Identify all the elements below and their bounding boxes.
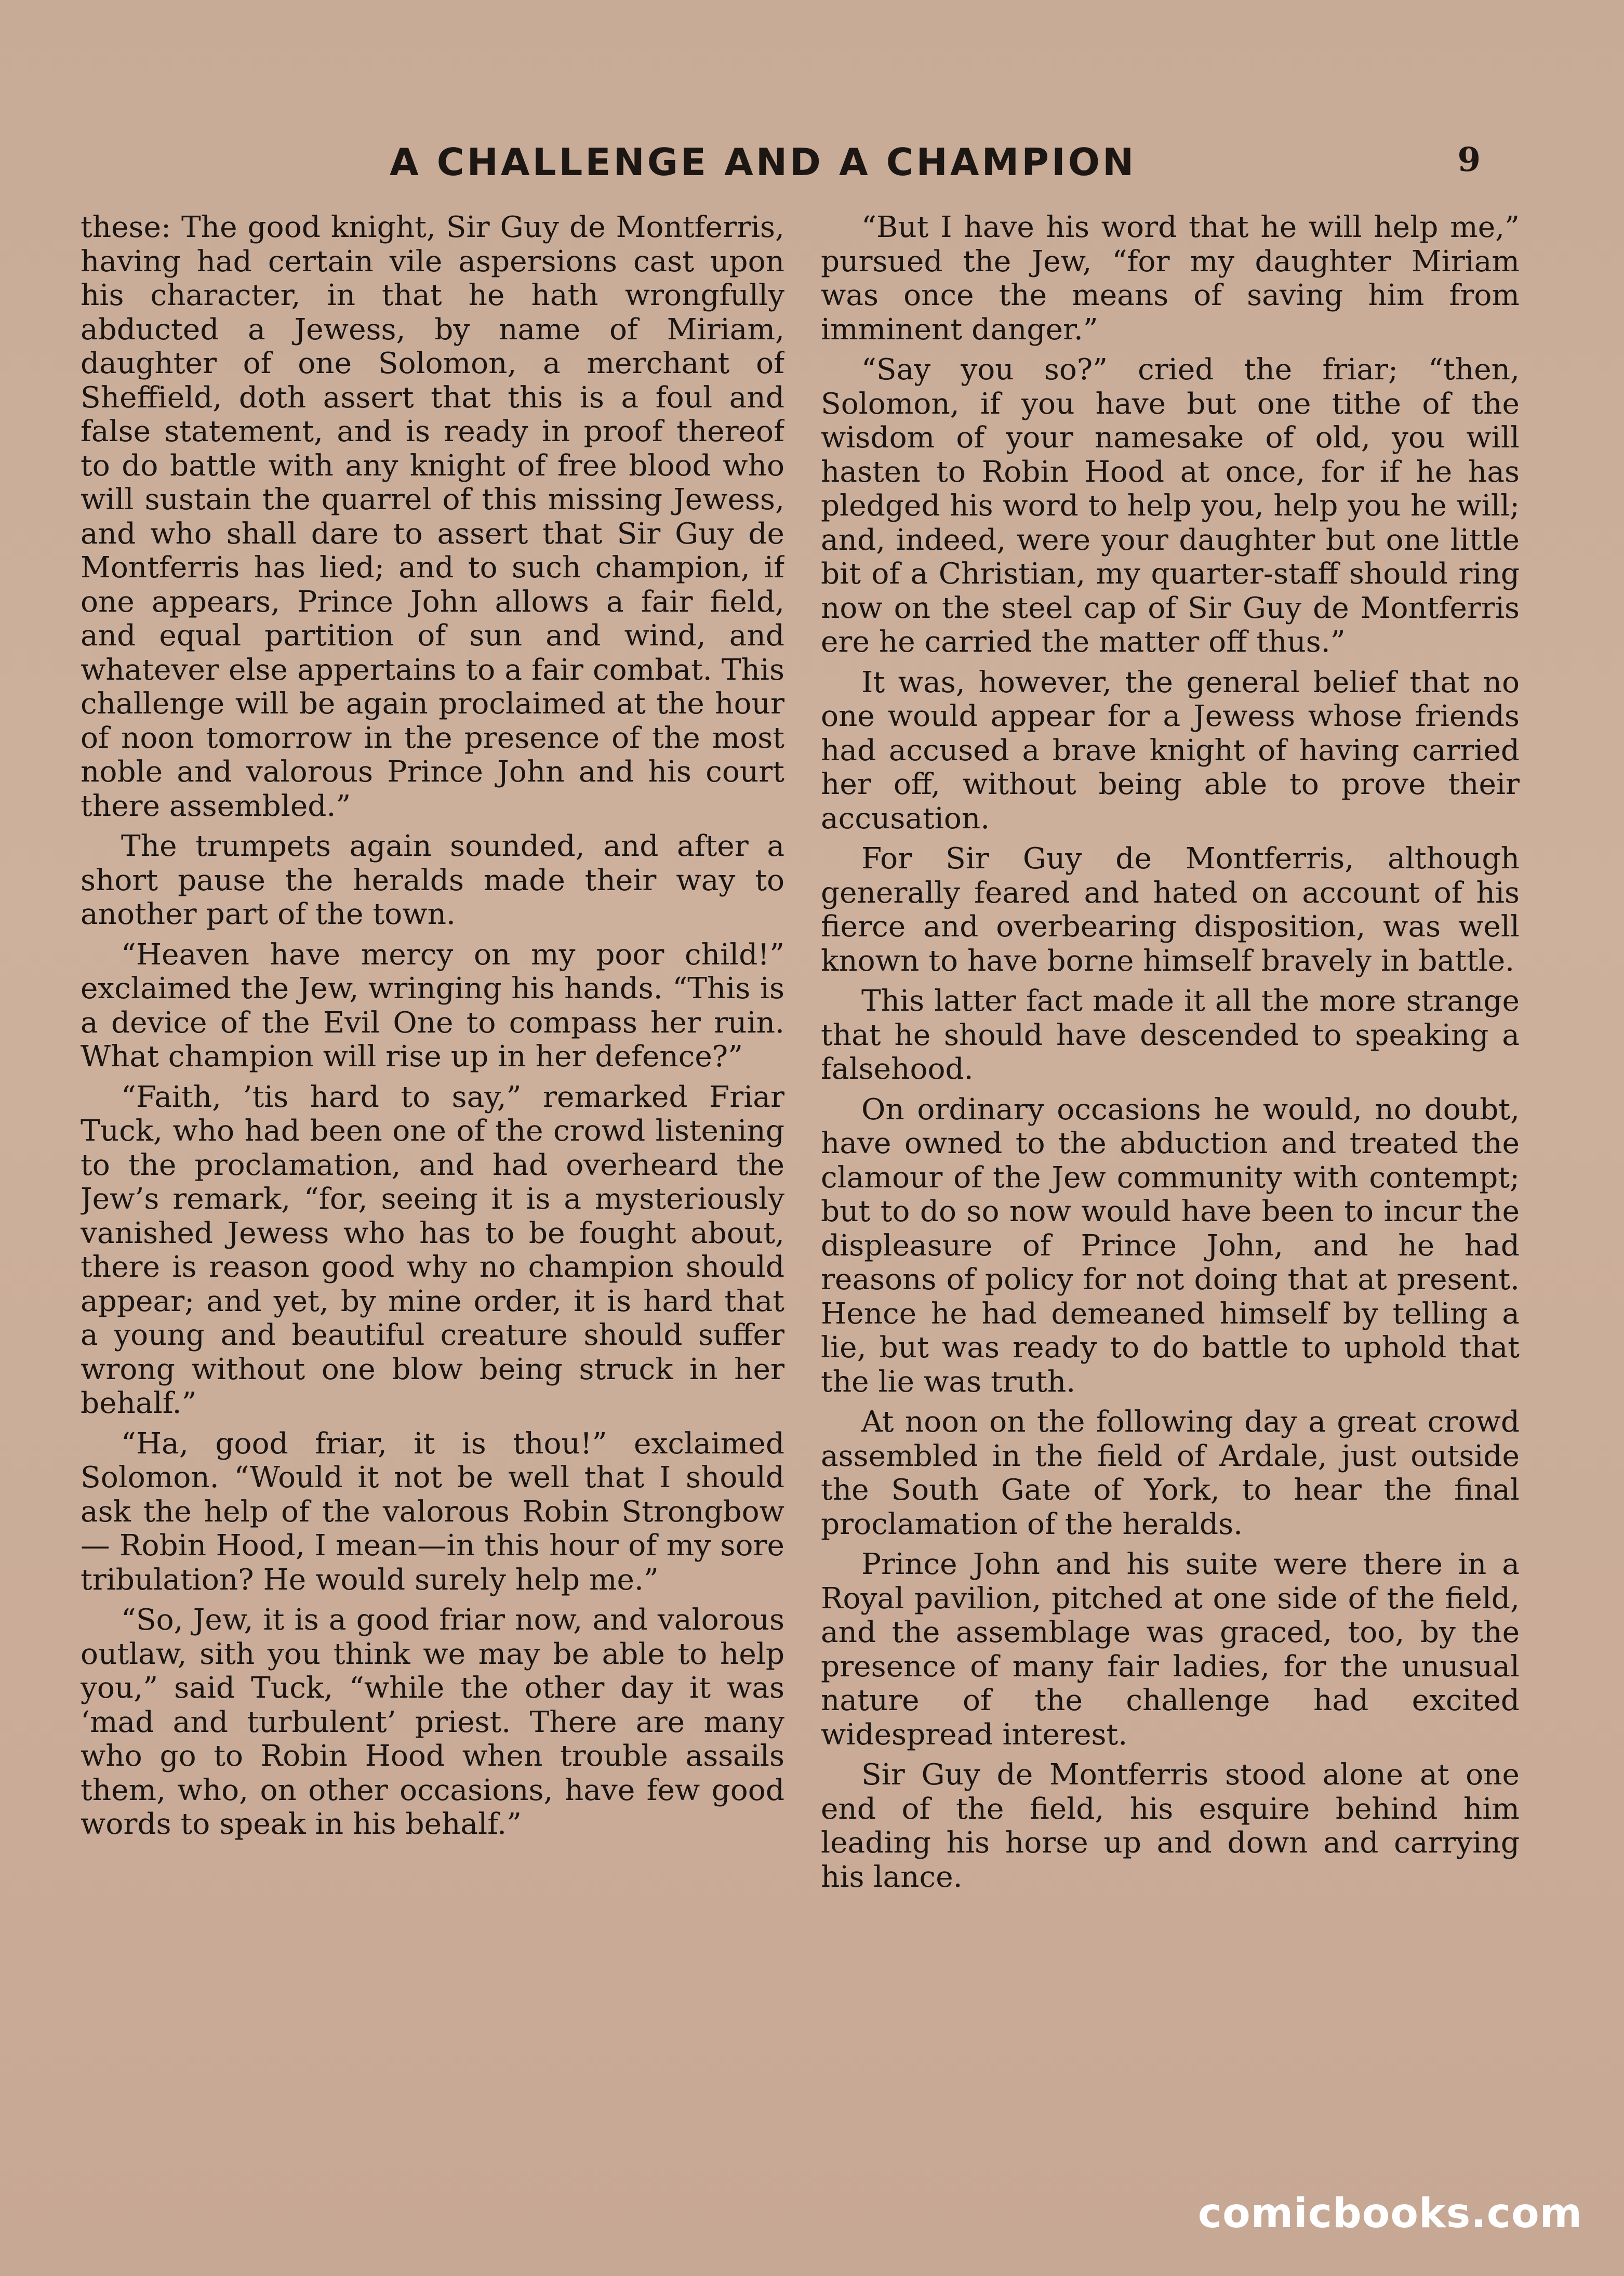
paragraph: “Faith, ’tis hard to say,” remarked Friar Tuck, who had been one of the crowd listening to the proclamation, and had overheard the Jew’s remark, “for, seeing it is a mysteriously vanished Jewess who has to be fought about, there is reason good why no champion should appear; and yet, by mine order, it is hard that a young and beautiful creature should suffer wrong without one blow being struck in her behalf.” xyxy=(81,1080,784,1420)
paragraph: It was, however, the general belief that no one would appear for a Jewess whose friends had accused a brave knight of having carried her off, without being able to prove their accusation. xyxy=(821,665,1520,836)
paragraph: these: The good knight, Sir Guy de Montferris, having had certain vile aspersions cast upon his character, in that he hath wrongfully abducted a Jewess, by name of Miriam, daughter of one Solomon, a merchant of Sheffield, doth assert that this is a foul and false statement, and is ready in proof thereof to do battle with any knight of free blood who will sustain the quarrel of this missing Jewess, and who shall dare to assert that Sir Guy de Montferris has lied; and to such champion, if one appears, Prince John allows a fair field, and equal partition of sun and wind, and whatever else appertains to a fair combat. This challenge will be again proclaimed at the hour of noon tomorrow in the presence of the most noble and valorous Prince John and his court there assembled.” xyxy=(81,210,784,823)
page-header xyxy=(83,140,1559,187)
paragraph: At noon on the following day a great crowd assembled in the field of Ardale, just outside the South Gate of York, to hear the final proclamation of the heralds. xyxy=(821,1405,1520,1541)
paragraph: “But I have his word that he will help me,” pursued the Jew, “for my daughter Miriam was once the means of saving him from imminent danger.” xyxy=(821,210,1520,347)
page-number: 9 xyxy=(1457,140,1481,179)
paragraph: “So, Jew, it is a good friar now, and valorous outlaw, sith you think we may be able to help you,” said Tuck, “while the other day it was ‘mad and turbulent’ priest. There are many who go to Robin Hood when trouble assails them, who, on other occasions, have few good words to speak in his behalf.” xyxy=(81,1603,784,1841)
paragraph: The trumpets again sounded, and after a short pause the heralds made their way to another part of the town. xyxy=(81,829,784,931)
site-watermark: comicbooks.com xyxy=(1197,2190,1582,2237)
paragraph: “Heaven have mercy on my poor child!” exclaimed the Jew, wringing his hands. “This is a device of the Evil One to compass her ruin. What champion will rise up in her defence?” xyxy=(81,937,784,1074)
paragraph: “Ha, good friar, it is thou!” exclaimed Solomon. “Would it not be well that I should ask the help of the valorous Robin Strongbow — Robin Hood, I mean—in this hour of my sore tribulation? He would surely help me.” xyxy=(81,1426,784,1597)
paragraph: On ordinary occasions he would, no doubt, have owned to the abduction and treated the clamour of the Jew community with contempt; but to do so now would have been to incur the displeasure of Prince John, and he had reasons of policy for not doing that at present. Hence he had demeaned himself by telling a lie, but was ready to do battle to uphold that the lie was truth. xyxy=(821,1092,1520,1399)
running-title: A CHALLENGE AND A CHAMPION xyxy=(390,140,1137,184)
paragraph: For Sir Guy de Montferris, although generally feared and hated on account of his fierce and overbearing disposition, was well known to have borne himself bravely in battle. xyxy=(821,842,1520,978)
paragraph: This latter fact made it all the more strange that he should have descended to speaking a falsehood. xyxy=(821,984,1520,1086)
right-column xyxy=(821,210,1520,2175)
paragraph: “Say you so?” cried the friar; “then, Solomon, if you have but one tithe of the wisdom of your namesake of old, you will hasten to Robin Hood at once, for if he has pledged his word to help you, help you he will; and, indeed, were your daughter but one little bit of a Christian, my quarter-staff should ring now on the steel cap of Sir Guy de Montferris ere he carried the matter off thus.” xyxy=(821,353,1520,659)
left-column xyxy=(81,210,784,2175)
paragraph: Sir Guy de Montferris stood alone at one end of the field, his esquire behind him leading his horse up and down and carrying his lance. xyxy=(821,1758,1520,1894)
paragraph: Prince John and his suite were there in a Royal pavilion, pitched at one side of the field, and the assemblage was graced, too, by the presence of many fair ladies, for the unusual nature of the challenge had excited widespread interest. xyxy=(821,1547,1520,1752)
